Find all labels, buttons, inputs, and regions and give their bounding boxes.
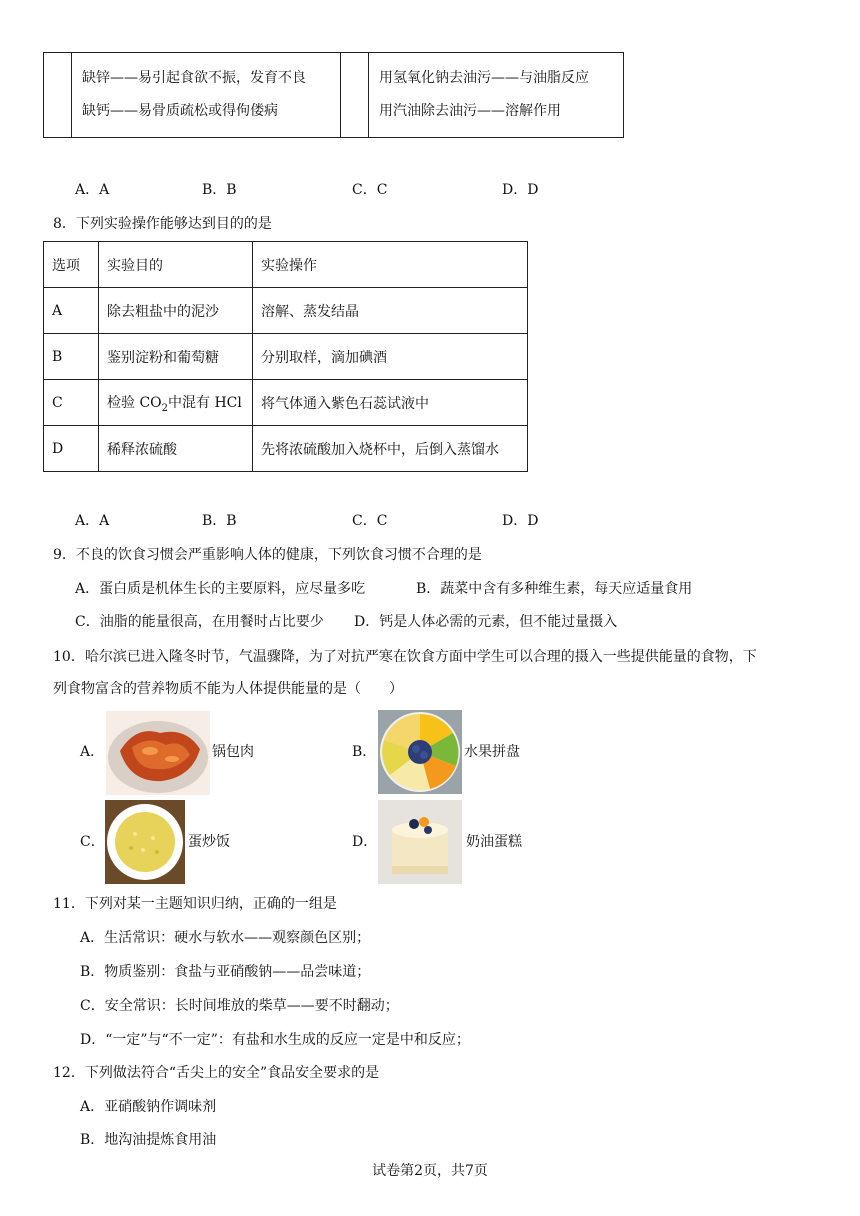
q8-row-d-option: D xyxy=(44,426,99,472)
q8-header-goal: 实验目的 xyxy=(99,242,253,288)
q8-header-row xyxy=(44,242,528,288)
q8-row-b-goal: 鉴别淀粉和葡萄糖 xyxy=(99,334,253,380)
q8-row-a-goal: 除去粗盐中的泥沙 xyxy=(99,288,253,334)
q7-table xyxy=(43,52,624,138)
q10-option-d-text: 奶油蛋糕 xyxy=(466,834,522,850)
q11-stem: 11．下列对某一主题知识归纳，正确的一组是 xyxy=(53,896,337,912)
q7-option-b[interactable]: B．B xyxy=(202,182,237,198)
q7-right-line1: 用氢氧化钠去油污——与油脂反应 xyxy=(379,70,589,86)
q12-option-b[interactable]: B．地沟油提炼食用油 xyxy=(80,1132,217,1148)
q8-row-c-operation: 将气体通入紫色石蕊试液中 xyxy=(253,380,528,426)
fruit-platter-image xyxy=(378,710,462,794)
q8-option-b[interactable]: B．B xyxy=(202,513,237,529)
q8-option-d[interactable]: D．D xyxy=(502,513,539,529)
fried-rice-image xyxy=(105,800,185,884)
q7-option-d[interactable]: D．D xyxy=(502,182,539,198)
q8-stem: 8．下列实验操作能够达到目的的是 xyxy=(53,216,272,232)
q7-option-a[interactable]: A．A xyxy=(75,182,110,198)
q7-left-line1: 缺锌——易引起食欲不振，发育不良 xyxy=(82,70,306,86)
q12-option-a[interactable]: A．亚硝酸钠作调味剂 xyxy=(80,1099,217,1115)
q8-table xyxy=(43,241,528,472)
q8-row-c-goal-pre: 检验 CO xyxy=(107,394,162,411)
q7-option-c[interactable]: C．C xyxy=(352,182,388,198)
q11-option-d[interactable]: D．“一定”与“不一定”：有盐和水生成的反应一定是中和反应； xyxy=(80,1032,470,1048)
q8-row-a-operation: 溶解、蒸发结晶 xyxy=(253,288,528,334)
q7-table-cell-left xyxy=(72,53,341,138)
q9-option-c[interactable]: C．油脂的能量很高，在用餐时占比要少 xyxy=(75,614,324,630)
q7-left-line2: 缺钙——易骨质疏松或得佝偻病 xyxy=(82,103,278,119)
q8-row-b-operation: 分别取样，滴加碘酒 xyxy=(253,334,528,380)
q8-row-c-goal-sub: 2 xyxy=(161,402,169,414)
q7-table-cell-right xyxy=(369,53,624,138)
q10-option-a-text: 锅包肉 xyxy=(212,744,254,760)
page-footer: 试卷第2页，共7页 xyxy=(372,1163,488,1179)
q10-option-c-text: 蛋炒饭 xyxy=(188,834,230,850)
q8-row-b-option: B xyxy=(44,334,99,380)
q10-option-c-label[interactable]: C． xyxy=(80,834,105,850)
q9-option-a[interactable]: A．蛋白质是机体生长的主要原料，应尽量多吃 xyxy=(75,581,366,597)
table-row xyxy=(44,334,528,380)
q8-row-c-option: C xyxy=(44,380,99,426)
q7-table-cell-label-left xyxy=(44,53,72,138)
q7-table-cell-label-right xyxy=(341,53,369,138)
q10-stem-line1: 10．哈尔滨已进入隆冬时节，气温骤降，为了对抗严寒在饮食方面中学生可以合理的摄入一些提供能量的食物，下 xyxy=(53,649,757,665)
meat-dish-image xyxy=(106,711,210,795)
q8-header-option: 选项 xyxy=(44,242,99,288)
q10-option-d-label[interactable]: D． xyxy=(352,834,378,850)
q10-option-a-label[interactable]: A． xyxy=(80,744,105,760)
q10-option-b-label[interactable]: B． xyxy=(352,744,377,760)
q8-option-c[interactable]: C．C xyxy=(352,513,388,529)
q12-stem: 12．下列做法符合“舌尖上的安全”食品安全要求的是 xyxy=(53,1065,380,1081)
q10-option-b-text: 水果拼盘 xyxy=(464,744,520,760)
q9-stem: 9．不良的饮食习惯会严重影响人体的健康，下列饮食习惯不合理的是 xyxy=(53,547,482,563)
q11-option-a[interactable]: A．生活常识：硬水与软水——观察颜色区别； xyxy=(80,930,371,946)
q8-option-a[interactable]: A．A xyxy=(75,513,110,529)
q11-option-b[interactable]: B．物质鉴别：食盐与亚硝酸钠——品尝味道； xyxy=(80,964,371,980)
q9-option-d[interactable]: D．钙是人体必需的元素，但不能过量摄入 xyxy=(354,614,618,630)
q11-option-c[interactable]: C．安全常识：长时间堆放的柴草——要不时翻动； xyxy=(80,998,399,1014)
q8-row-c-goal-post: 中混有 HCl xyxy=(168,394,242,411)
table-row xyxy=(44,426,528,472)
q8-row-d-operation: 先将浓硫酸加入烧杯中，后倒入蒸馏水 xyxy=(253,426,528,472)
q8-row-a-option: A xyxy=(44,288,99,334)
q8-row-d-goal: 稀释浓硫酸 xyxy=(99,426,253,472)
q8-row-c-goal xyxy=(99,380,253,426)
q8-header-operation: 实验操作 xyxy=(253,242,528,288)
cream-cake-image xyxy=(378,800,462,884)
table-row xyxy=(44,380,528,426)
q7-right-line2: 用汽油除去油污——溶解作用 xyxy=(379,103,561,119)
q9-option-b[interactable]: B．蔬菜中含有多种维生素，每天应适量食用 xyxy=(416,581,693,597)
q10-stem-line2: 列食物富含的营养物质不能为人体提供能量的是（ ） xyxy=(53,681,403,697)
table-row xyxy=(44,288,528,334)
